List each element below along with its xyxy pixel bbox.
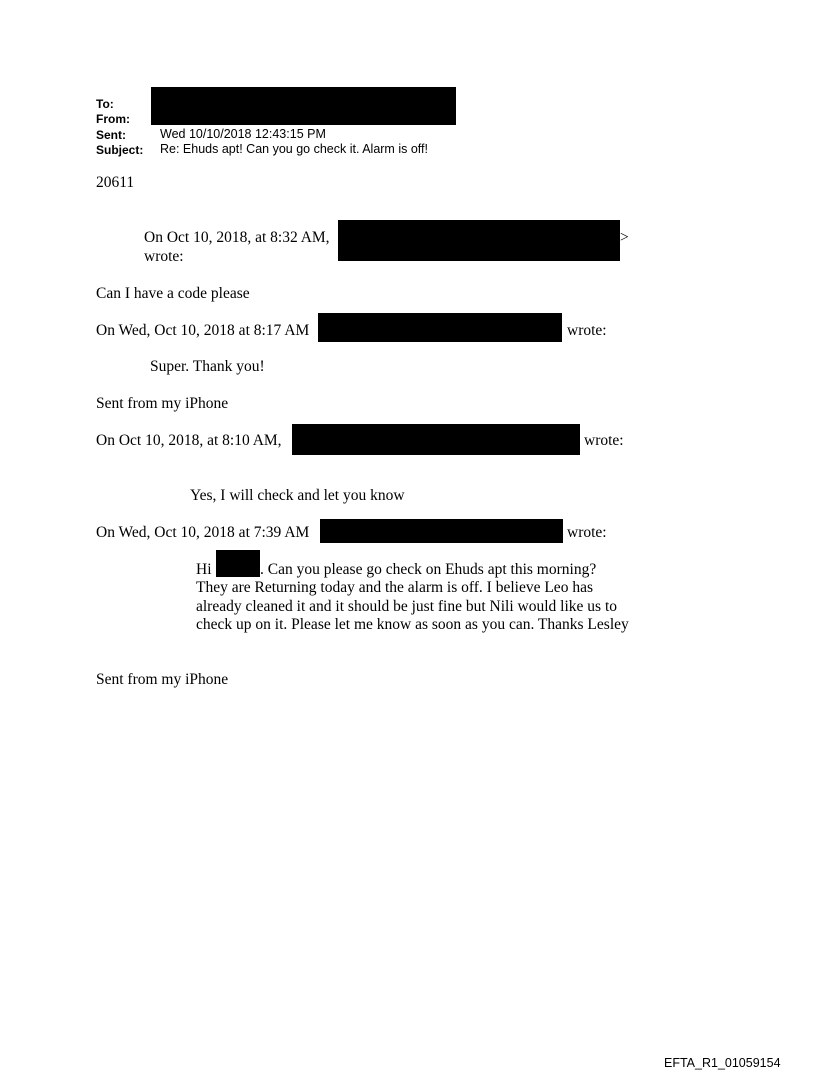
redaction-recipient-name — [216, 550, 260, 577]
message-will-check: Yes, I will check and let you know — [190, 487, 405, 504]
message-hi: Hi — [196, 561, 212, 578]
document-id: EFTA_R1_01059154 — [664, 1056, 781, 1070]
quote4-suffix: wrote: — [567, 524, 607, 541]
signature-1: Sent from my iPhone — [96, 395, 229, 412]
to-label: To: — [96, 97, 114, 111]
redaction-quote4-sender — [320, 519, 563, 543]
message-line1: . Can you please go check on Ehuds apt this morning? — [260, 561, 597, 578]
quote1-line2: wrote: — [144, 248, 184, 265]
reference-number: 20611 — [96, 174, 135, 191]
message-body: They are Returning today and the alarm is off. I believe Leo has already cleaned it and it should be just fine but Nili would like us to check up on it. Please let me know as soon as you can. Thanks Lesley — [196, 579, 629, 634]
redaction-to-from — [151, 87, 456, 125]
redaction-quote2-sender — [318, 313, 562, 342]
redaction-quote1-sender — [338, 220, 620, 261]
quote1-line1: On Oct 10, 2018, at 8:32 AM, — [144, 229, 330, 246]
quote3-prefix: On Oct 10, 2018, at 8:10 AM, — [96, 432, 282, 449]
message-thanks: Super. Thank you! — [150, 358, 265, 375]
subject-label: Subject: — [96, 143, 144, 157]
quote3-suffix: wrote: — [584, 432, 624, 449]
subject-value: Re: Ehuds apt! Can you go check it. Alarm is off! — [160, 142, 428, 156]
message-code-request: Can I have a code please — [96, 285, 250, 302]
from-label: From: — [96, 112, 130, 126]
quote2-suffix: wrote: — [567, 322, 607, 339]
quote2-prefix: On Wed, Oct 10, 2018 at 8:17 AM — [96, 322, 310, 339]
signature-2: Sent from my iPhone — [96, 671, 229, 688]
quote1-gt: > — [620, 229, 629, 246]
quote4-prefix: On Wed, Oct 10, 2018 at 7:39 AM — [96, 524, 310, 541]
sent-value: Wed 10/10/2018 12:43:15 PM — [160, 127, 326, 141]
redaction-quote3-sender — [292, 424, 580, 455]
sent-label: Sent: — [96, 128, 126, 142]
